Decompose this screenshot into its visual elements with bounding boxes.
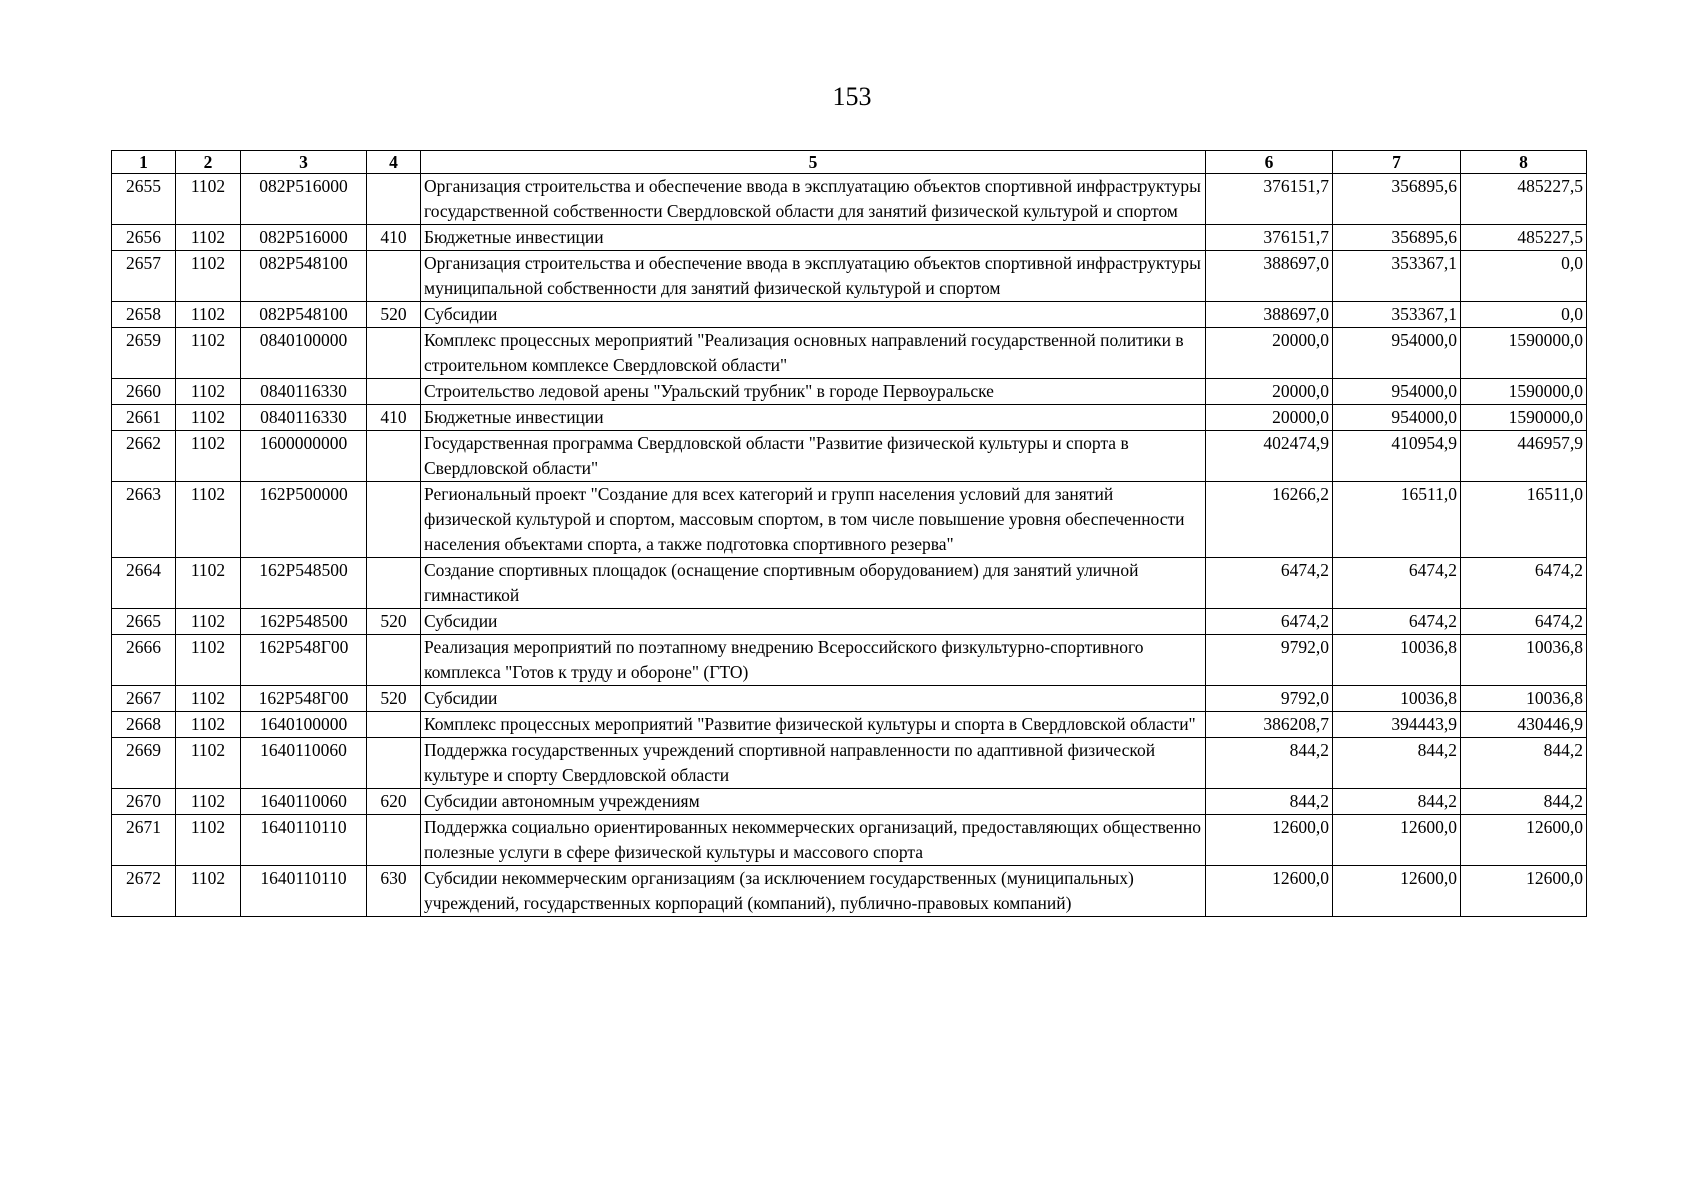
expense-type-code: 410 [367,225,421,251]
table-row [112,302,1587,328]
amount-col-7: 353367,1 [1333,251,1461,302]
column-header: 4 [367,151,421,174]
target-article-code: 0840100000 [241,328,367,379]
target-article-code: 1600000000 [241,431,367,482]
page-number: 153 [832,82,872,111]
amount-col-7: 10036,8 [1333,635,1461,686]
amount-col-7: 356895,6 [1333,174,1461,225]
column-header: 1 [112,151,176,174]
table-row [112,328,1587,379]
expense-type-code [367,558,421,609]
row-number: 2662 [112,431,176,482]
amount-col-7: 6474,2 [1333,609,1461,635]
amount-col-8: 10036,8 [1461,686,1587,712]
section-code: 1102 [176,225,241,251]
table-row [112,558,1587,609]
expense-type-code [367,251,421,302]
expense-type-code [367,328,421,379]
amount-col-7: 394443,9 [1333,712,1461,738]
item-name: Бюджетные инвестиции [421,405,1206,431]
table-row [112,815,1587,866]
row-number: 2668 [112,712,176,738]
section-code: 1102 [176,328,241,379]
amount-col-8: 16511,0 [1461,482,1587,558]
section-code: 1102 [176,815,241,866]
section-code: 1102 [176,712,241,738]
row-number: 2663 [112,482,176,558]
item-name: Комплекс процессных мероприятий "Развитие физической культуры и спорта в Свердловской области" [421,712,1206,738]
target-article-code: 1640110060 [241,738,367,789]
section-code: 1102 [176,866,241,917]
expense-type-code [367,738,421,789]
amount-col-8: 844,2 [1461,789,1587,815]
item-name: Субсидии автономным учреждениям [421,789,1206,815]
item-name: Организация строительства и обеспечение ввода в эксплуатацию объектов спортивной инфраструктуры муниципальной собственности для занятий физической культурой и спортом [421,251,1206,302]
amount-col-6: 388697,0 [1206,251,1333,302]
row-number: 2661 [112,405,176,431]
expense-type-code [367,635,421,686]
target-article-code: 1640110110 [241,815,367,866]
row-number: 2657 [112,251,176,302]
item-name: Поддержка государственных учреждений спортивной направленности по адаптивной физической культуре и спорту Свердловской области [421,738,1206,789]
amount-col-8: 12600,0 [1461,815,1587,866]
amount-col-6: 844,2 [1206,738,1333,789]
amount-col-6: 376151,7 [1206,174,1333,225]
table-row [112,251,1587,302]
item-name: Субсидии [421,686,1206,712]
amount-col-7: 16511,0 [1333,482,1461,558]
item-name: Строительство ледовой арены "Уральский трубник" в городе Первоуральске [421,379,1206,405]
amount-col-8: 446957,9 [1461,431,1587,482]
table-row [112,482,1587,558]
section-code: 1102 [176,738,241,789]
amount-col-8: 844,2 [1461,738,1587,789]
row-number: 2666 [112,635,176,686]
target-article-code: 082P516000 [241,174,367,225]
table-row [112,866,1587,917]
section-code: 1102 [176,482,241,558]
expense-type-code: 630 [367,866,421,917]
amount-col-8: 1590000,0 [1461,405,1587,431]
row-number: 2669 [112,738,176,789]
table-row [112,405,1587,431]
column-header: 7 [1333,151,1461,174]
target-article-code: 162P500000 [241,482,367,558]
target-article-code: 0840116330 [241,379,367,405]
section-code: 1102 [176,431,241,482]
expense-type-code: 520 [367,609,421,635]
amount-col-7: 356895,6 [1333,225,1461,251]
table-row [112,431,1587,482]
row-number: 2672 [112,866,176,917]
amount-col-7: 954000,0 [1333,328,1461,379]
column-header: 2 [176,151,241,174]
amount-col-6: 16266,2 [1206,482,1333,558]
expense-type-code [367,712,421,738]
amount-col-6: 844,2 [1206,789,1333,815]
row-number: 2658 [112,302,176,328]
row-number: 2655 [112,174,176,225]
amount-col-6: 12600,0 [1206,866,1333,917]
item-name: Региональный проект "Создание для всех категорий и групп населения условий для занятий физической культурой и спортом, массовым спортом, в том числе повышение уровня обеспеченности населения объектами спорта, а также подготовка спортивного резерва" [421,482,1206,558]
section-code: 1102 [176,251,241,302]
amount-col-8: 485227,5 [1461,174,1587,225]
table-row [112,712,1587,738]
column-header: 6 [1206,151,1333,174]
expense-type-code: 620 [367,789,421,815]
target-article-code: 0840116330 [241,405,367,431]
amount-col-6: 20000,0 [1206,379,1333,405]
amount-col-8: 1590000,0 [1461,379,1587,405]
row-number: 2660 [112,379,176,405]
item-name: Реализация мероприятий по поэтапному внедрению Всероссийского физкультурно-спортивного комплекса "Готов к труду и обороне" (ГТО) [421,635,1206,686]
row-number: 2659 [112,328,176,379]
column-header: 3 [241,151,367,174]
amount-col-7: 353367,1 [1333,302,1461,328]
expense-type-code [367,815,421,866]
expense-type-code [367,482,421,558]
amount-col-7: 954000,0 [1333,379,1461,405]
item-name: Государственная программа Свердловской области "Развитие физической культуры и спорта в Свердловской области" [421,431,1206,482]
amount-col-6: 9792,0 [1206,686,1333,712]
row-number: 2670 [112,789,176,815]
amount-col-6: 6474,2 [1206,558,1333,609]
amount-col-7: 410954,9 [1333,431,1461,482]
target-article-code: 082P516000 [241,225,367,251]
target-article-code: 1640110110 [241,866,367,917]
row-number: 2671 [112,815,176,866]
row-number: 2664 [112,558,176,609]
target-article-code: 1640110060 [241,789,367,815]
amount-col-8: 12600,0 [1461,866,1587,917]
table-row [112,379,1587,405]
amount-col-6: 12600,0 [1206,815,1333,866]
section-code: 1102 [176,379,241,405]
amount-col-7: 844,2 [1333,738,1461,789]
amount-col-6: 6474,2 [1206,609,1333,635]
table-row [112,635,1587,686]
item-name: Субсидии [421,302,1206,328]
header-row [112,151,1587,174]
table-row [112,738,1587,789]
amount-col-6: 20000,0 [1206,328,1333,379]
amount-col-8: 430446,9 [1461,712,1587,738]
item-name: Комплекс процессных мероприятий "Реализация основных направлений государственной политики в строительном комплексе Свердловской области" [421,328,1206,379]
section-code: 1102 [176,686,241,712]
amount-col-8: 485227,5 [1461,225,1587,251]
amount-col-6: 376151,7 [1206,225,1333,251]
item-name: Организация строительства и обеспечение ввода в эксплуатацию объектов спортивной инфраструктуры государственной собственности Свердловской области для занятий физической культурой и спортом [421,174,1206,225]
target-article-code: 162P548Г00 [241,635,367,686]
amount-col-6: 386208,7 [1206,712,1333,738]
expense-type-code: 410 [367,405,421,431]
target-article-code: 082P548100 [241,302,367,328]
item-name: Субсидии [421,609,1206,635]
amount-col-7: 844,2 [1333,789,1461,815]
amount-col-6: 9792,0 [1206,635,1333,686]
table-row [112,225,1587,251]
expense-type-code [367,379,421,405]
amount-col-6: 402474,9 [1206,431,1333,482]
budget-table [111,150,1587,917]
item-name: Субсидии некоммерческим организациям (за исключением государственных (муниципальных) учреждений, государственных корпораций (компаний), публично-правовых компаний) [421,866,1206,917]
section-code: 1102 [176,302,241,328]
target-article-code: 1640100000 [241,712,367,738]
target-article-code: 162P548500 [241,609,367,635]
expense-type-code: 520 [367,302,421,328]
amount-col-7: 10036,8 [1333,686,1461,712]
amount-col-8: 1590000,0 [1461,328,1587,379]
table-row [112,789,1587,815]
item-name: Бюджетные инвестиции [421,225,1206,251]
expense-type-code [367,174,421,225]
row-number: 2667 [112,686,176,712]
section-code: 1102 [176,558,241,609]
section-code: 1102 [176,635,241,686]
amount-col-8: 10036,8 [1461,635,1587,686]
amount-col-7: 12600,0 [1333,866,1461,917]
item-name: Поддержка социально ориентированных некоммерческих организаций, предоставляющих общественно полезные услуги в сфере физической культуры и массового спорта [421,815,1206,866]
amount-col-8: 6474,2 [1461,558,1587,609]
amount-col-8: 0,0 [1461,251,1587,302]
amount-col-7: 954000,0 [1333,405,1461,431]
section-code: 1102 [176,174,241,225]
target-article-code: 162P548Г00 [241,686,367,712]
amount-col-6: 388697,0 [1206,302,1333,328]
target-article-code: 082P548100 [241,251,367,302]
expense-type-code [367,431,421,482]
table-row [112,609,1587,635]
amount-col-6: 20000,0 [1206,405,1333,431]
amount-col-8: 0,0 [1461,302,1587,328]
row-number: 2656 [112,225,176,251]
amount-col-8: 6474,2 [1461,609,1587,635]
amount-col-7: 6474,2 [1333,558,1461,609]
section-code: 1102 [176,609,241,635]
item-name: Создание спортивных площадок (оснащение спортивным оборудованием) для занятий уличной гимнастикой [421,558,1206,609]
column-header: 8 [1461,151,1587,174]
row-number: 2665 [112,609,176,635]
table-row [112,174,1587,225]
expense-type-code: 520 [367,686,421,712]
target-article-code: 162P548500 [241,558,367,609]
section-code: 1102 [176,405,241,431]
column-header: 5 [421,151,1206,174]
section-code: 1102 [176,789,241,815]
table-row [112,686,1587,712]
amount-col-7: 12600,0 [1333,815,1461,866]
